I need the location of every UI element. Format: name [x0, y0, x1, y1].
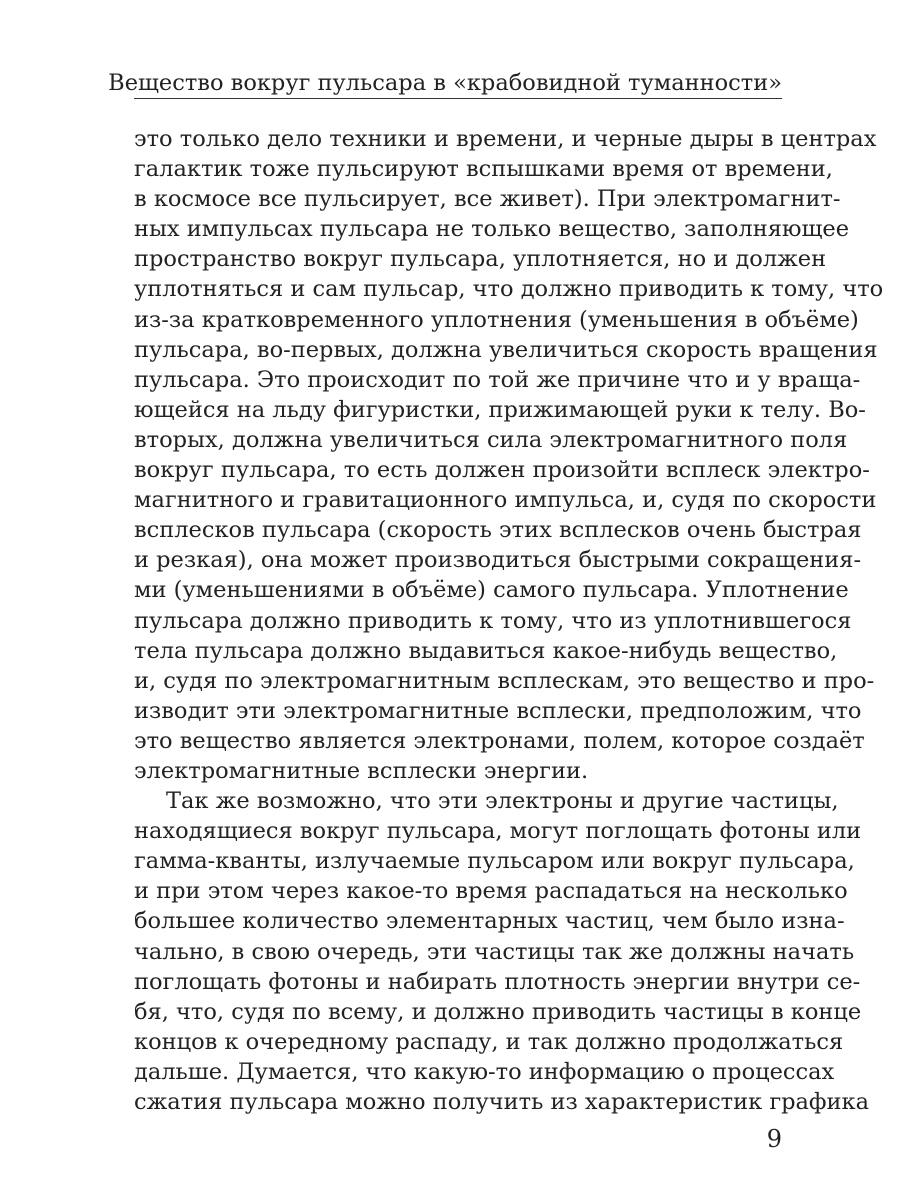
text-line: электромагнитные всплески энергии. — [134, 757, 589, 784]
text-line: всплесков пульсара (скорость этих всплесков очень быстрая — [134, 517, 862, 544]
text-line: пульсара, во-первых, должна увеличиться скорость вращения — [134, 336, 878, 363]
running-head-title: Вещество вокруг пульсара в «крабовидной туманности» — [108, 70, 782, 96]
text-line: Так же возможно, что эти электроны и другие частицы, — [166, 788, 839, 815]
text-line: из-за кратковременного уплотнения (уменьшения в объёме) — [134, 306, 859, 333]
text-line: и, судя по электромагнитным всплескам, это вещество и про- — [134, 667, 875, 694]
text-line: галактик тоже пульсируют вспышками время от времени, — [134, 156, 833, 183]
text-line: тела пульсара должно выдавиться какое-нибудь вещество, — [134, 637, 838, 664]
text-line: в космосе все пульсирует, все живет). При электромагнит- — [134, 186, 841, 213]
body-text — [134, 124, 884, 1117]
text-line: магнитного и гравитационного импульса, и, судя по скорости — [134, 487, 877, 514]
paragraph-1 — [134, 124, 884, 786]
page-number: 9 — [766, 1125, 782, 1153]
text-line: находящиеся вокруг пульсара, могут поглощать фотоны или — [134, 818, 862, 845]
text-line: бя, что, судя по всему, и должно приводить частицы в конце — [134, 998, 862, 1025]
text-line: изводит эти электромагнитные всплески, предположим, что — [134, 697, 862, 724]
text-line: сжатия пульсара можно получить из характеристик графика — [134, 1089, 870, 1115]
text-line: это только дело техники и времени, и черные дыры в центрах — [134, 126, 877, 152]
text-line: это вещество является электронами, полем, которое создаёт — [134, 727, 865, 754]
text-line: и резкая), она может производиться быстрыми сокращения- — [134, 547, 862, 574]
text-line: гамма-кванты, излучаемые пульсаром или вокруг пульсара, — [134, 848, 855, 875]
text-line: ми (уменьшениями в объёме) самого пульсара. Уплотнение — [134, 577, 849, 604]
text-line: поглощать фотоны и набирать плотность энергии внутри се- — [134, 968, 861, 995]
text-line: пульсара. Это происходит по той же причине что и у враща- — [134, 366, 861, 393]
text-line: уплотняться и сам пульсар, что должно приводить к тому, что — [134, 276, 884, 303]
text-line: пространство вокруг пульсара, уплотняется, но и должен — [134, 246, 827, 273]
text-line: вторых, должна увеличиться сила электромагнитного поля — [134, 426, 848, 453]
text-line: концов к очередному распаду, и так должно продолжаться — [134, 1028, 844, 1055]
text-line: пульсара должно приводить к тому, что из уплотнившегося — [134, 607, 852, 634]
paragraph-2 — [134, 786, 870, 1117]
text-line: большее количество элементарных частиц, чем было изна- — [134, 908, 845, 935]
text-line: вокруг пульсара, то есть должен произойти всплеск электро- — [134, 457, 870, 484]
text-line: чально, в свою очередь, эти частицы так же должны начать — [134, 938, 855, 965]
running-head — [108, 68, 782, 99]
text-line: и при этом через какое-то время распадаться на несколько — [134, 878, 848, 905]
text-line: ных импульсах пульсара не только вещество, заполняющее — [134, 216, 850, 243]
text-line: дальше. Думается, что какую-то информацию о процессах — [134, 1058, 835, 1085]
text-line: ющейся на льду фигуристки, прижимающей руки к телу. Во- — [134, 396, 866, 423]
